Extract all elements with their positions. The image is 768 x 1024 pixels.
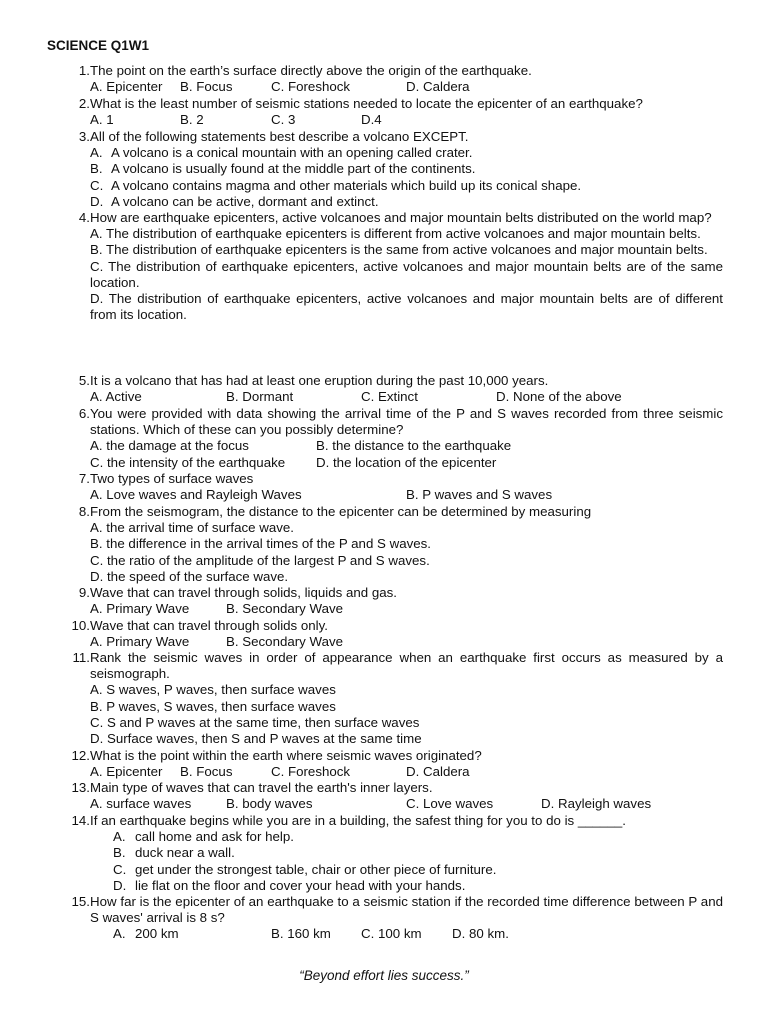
option-text: A volcano is usually found at the middle part of the continents. (111, 161, 476, 177)
question-text: From the seismogram, the distance to the epicenter can be determined by measuring (90, 504, 592, 519)
footer-quote: “Beyond effort lies success.” (299, 968, 469, 983)
option-c[interactable]: C. The distribution of earthquake epicenters, active volcanoes and major mountain belts are of the same location. (90, 258, 723, 290)
option-a[interactable]: A. 1 (90, 112, 114, 128)
option-text: lie flat on the floor and cover your head with your hands. (135, 877, 466, 893)
option-letter: A. (90, 145, 103, 161)
question-number: 14. (71, 813, 90, 828)
question-number: 1. (78, 63, 90, 78)
option-a[interactable]: 200 km (135, 926, 179, 942)
option-a[interactable]: A. the damage at the focus (90, 438, 249, 454)
option-a[interactable] (113, 829, 723, 845)
question-text: You were provided with data showing the arrival time of the P and S waves recorded from three seismic stations. Which of these can you possibly determine? (90, 406, 723, 438)
option-a-letter: A. (113, 926, 126, 942)
question-number: 10. (71, 618, 90, 633)
option-c[interactable]: C. Love waves (406, 796, 494, 812)
option-a[interactable]: A. The distribution of earthquake epicenters is different from active volcanoes and major mountain belts. (90, 226, 701, 242)
option-d[interactable] (113, 878, 723, 894)
option-text: get under the strongest table, chair or other piece of furniture. (135, 861, 497, 877)
question-number: 8. (78, 504, 90, 519)
option-text: duck near a wall. (135, 845, 235, 861)
option-letter: A. (113, 829, 126, 845)
option-a[interactable]: A. S waves, P waves, then surface waves (90, 682, 336, 698)
question-text: All of the following statements best describe a volcano EXCEPT. (90, 129, 469, 144)
option-a[interactable]: A. surface waves (90, 796, 192, 812)
question-text: What is the least number of seismic stations needed to locate the epicenter of an earthquake? (90, 96, 643, 111)
question-13 (68, 780, 723, 812)
option-text: A volcano contains magma and other materials which build up its conical shape. (111, 177, 582, 193)
question-text: Wave that can travel through solids only. (90, 618, 328, 633)
question-15 (68, 894, 723, 943)
option-b[interactable]: B. 2 (180, 112, 204, 128)
question-10 (68, 618, 723, 650)
question-6 (68, 406, 723, 471)
question-number: 7. (78, 471, 90, 486)
option-c[interactable]: C. 100 km (361, 926, 422, 942)
question-3 (68, 129, 723, 210)
option-a[interactable]: A. Primary Wave (90, 601, 190, 617)
question-number: 15. (71, 894, 90, 909)
options-row (90, 455, 723, 471)
option-a[interactable]: A. Epicenter (90, 764, 163, 780)
options-list (90, 145, 723, 210)
option-letter: D. (113, 877, 127, 893)
option-letter: C. (90, 177, 104, 193)
question-text: Two types of surface waves (90, 471, 254, 486)
question-number: 9. (78, 585, 90, 600)
question-number: 13. (71, 780, 90, 795)
options-row (90, 389, 723, 405)
option-b[interactable]: B. the difference in the arrival times of the P and S waves. (90, 536, 431, 552)
option-b[interactable]: B. the distance to the earthquake (316, 438, 512, 454)
option-d[interactable]: D. The distribution of earthquake epicenters, active volcanoes and major mountain belts are of different from its location. (90, 291, 723, 323)
question-text: Main type of waves that can travel the earth's inner layers. (90, 780, 433, 795)
option-c[interactable]: C. the intensity of the earthquake (90, 454, 286, 470)
option-b[interactable]: B. The distribution of earthquake epicenters is the same from active volcanoes and major mountain belts. (90, 242, 708, 258)
question-text: It is a volcano that has had at least one eruption during the past 10,000 years. (90, 373, 549, 388)
question-number: 6. (78, 406, 90, 421)
option-a[interactable]: A. Love waves and Rayleigh Waves (90, 487, 302, 503)
question-14 (68, 813, 723, 894)
option-c[interactable]: C. S and P waves at the same time, then surface waves (90, 714, 420, 730)
question-2 (68, 96, 723, 128)
question-11 (68, 650, 723, 747)
option-c[interactable]: C. 3 (271, 112, 296, 128)
question-7 (68, 471, 723, 503)
option-c[interactable]: C. Foreshock (271, 79, 351, 95)
question-text: If an earthquake begins while you are in a building, the safest thing for you to do is ______. (90, 813, 626, 828)
option-d[interactable]: D. Caldera (406, 764, 470, 780)
options-row (90, 796, 723, 812)
option-b[interactable]: B. Focus (180, 79, 233, 95)
question-text: What is the point within the earth where seismic waves originated? (90, 748, 482, 763)
options-row (90, 438, 723, 454)
question-8 (68, 504, 723, 585)
option-letter: C. (113, 861, 127, 877)
option-b[interactable]: B. body waves (226, 796, 313, 812)
question-9 (68, 585, 723, 617)
option-b[interactable]: B. P waves and S waves (406, 487, 553, 503)
option-d[interactable]: D. Surface waves, then S and P waves at the same time (90, 731, 422, 747)
question-number: 2. (78, 96, 90, 111)
option-b[interactable]: B. Secondary Wave (226, 634, 344, 650)
question-number: 5. (78, 373, 90, 388)
question-12 (68, 748, 723, 780)
question-text: How far is the epicenter of an earthquake to a seismic station if the recorded time difference between P and S waves' arrival is 8 s? (90, 894, 723, 926)
options-row (90, 112, 723, 128)
options-row (90, 487, 723, 503)
option-b[interactable]: B. Secondary Wave (226, 601, 344, 617)
option-letter: B. (113, 845, 126, 861)
options-list (90, 520, 723, 585)
question-number: 4. (78, 210, 90, 225)
question-number: 12. (71, 748, 90, 763)
question-number: 11. (72, 650, 90, 665)
option-d[interactable]: D. the speed of the surface wave. (90, 568, 289, 584)
question-text: How are earthquake epicenters, active volcanoes and major mountain belts distributed on the world map? (90, 210, 712, 225)
option-letter: D. (90, 193, 104, 209)
options-list (90, 682, 723, 747)
option-c[interactable]: C. the ratio of the amplitude of the largest P and S waves. (90, 552, 430, 568)
question-number: 3. (78, 129, 90, 144)
option-a[interactable]: A. Active (90, 389, 142, 405)
option-letter: B. (90, 161, 103, 177)
option-text: call home and ask for help. (135, 829, 294, 845)
option-c[interactable] (90, 178, 723, 194)
option-d[interactable]: D. Caldera (406, 79, 470, 95)
option-b[interactable]: B. Dormant (226, 389, 294, 405)
option-a[interactable]: A. Epicenter (90, 79, 163, 95)
option-a[interactable]: A. Primary Wave (90, 634, 190, 650)
question-4 (68, 210, 723, 323)
question-1 (68, 63, 723, 95)
question-text: Wave that can travel through solids, liquids and gas. (90, 585, 397, 600)
option-d[interactable]: D. Rayleigh waves (541, 796, 652, 812)
option-c[interactable] (113, 862, 723, 878)
option-d[interactable]: D. 80 km. (452, 926, 509, 942)
option-b[interactable]: B. 160 km (271, 926, 331, 942)
options-row (90, 764, 723, 780)
options-row (113, 926, 723, 942)
option-d[interactable] (90, 194, 723, 210)
option-text: A volcano is a conical mountain with an opening called crater. (111, 145, 473, 161)
option-b[interactable] (90, 161, 723, 177)
options-row (90, 79, 723, 95)
options-list (113, 829, 723, 894)
option-b[interactable] (113, 845, 723, 861)
question-text: Rank the seismic waves in order of appearance when an earthquake first occurs as measured by a seismograph. (90, 650, 723, 682)
option-d[interactable]: D.4 (361, 112, 382, 128)
option-c[interactable]: C. Foreshock (271, 764, 351, 780)
option-c[interactable]: C. Extinct (361, 389, 418, 405)
question-text: The point on the earth’s surface directly above the origin of the earthquake. (90, 63, 532, 78)
options-list (90, 226, 723, 323)
option-text: A volcano can be active, dormant and extinct. (111, 193, 379, 209)
option-a[interactable]: A. the arrival time of surface wave. (90, 520, 294, 536)
option-a[interactable] (90, 145, 723, 161)
question-5 (68, 373, 723, 405)
worksheet-title: SCIENCE Q1W1 (47, 38, 150, 53)
option-b[interactable]: B. P waves, S waves, then surface waves (90, 698, 336, 714)
option-b[interactable]: B. Focus (180, 764, 233, 780)
option-d[interactable]: D. the location of the epicenter (316, 454, 497, 470)
options-row (90, 601, 723, 617)
option-d[interactable]: D. None of the above (496, 389, 622, 405)
options-row (90, 634, 723, 650)
